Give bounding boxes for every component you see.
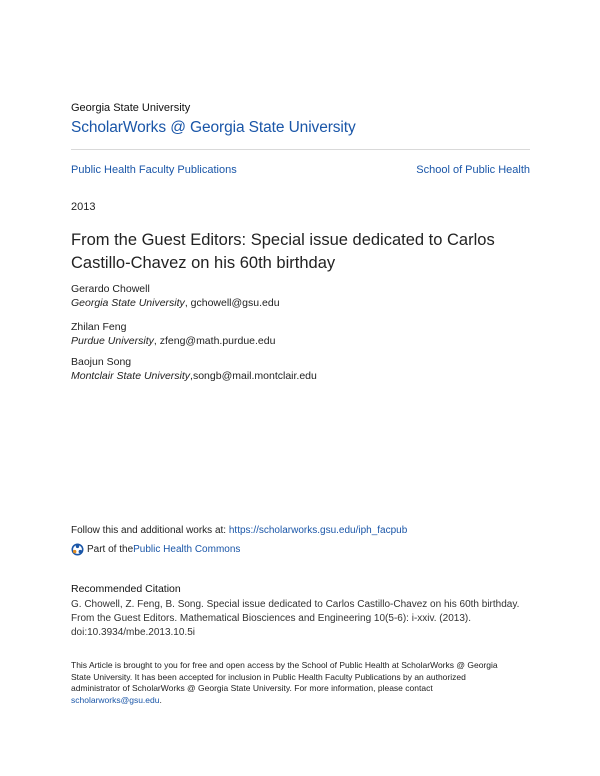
author-name: Gerardo Chowell (71, 283, 150, 295)
article-title: From the Guest Editors: Special issue dedicated to Carlos Castillo-Chavez on his 60th birthday (71, 231, 495, 272)
collection-link[interactable]: Public Health Faculty Publications (71, 164, 237, 176)
author-block (71, 282, 280, 310)
author-affiliation: Purdue University (71, 335, 154, 347)
author-name: Baojun Song (71, 356, 132, 368)
part-of-line (71, 543, 240, 556)
repository-title-link[interactable]: ScholarWorks @ Georgia State University (71, 119, 356, 136)
contact-email-link[interactable]: scholarworks@gsu.edu (71, 694, 160, 705)
notice-suffix: . (159, 694, 162, 705)
header-divider (71, 149, 530, 150)
public-health-commons-link[interactable]: Public Health Commons (133, 544, 241, 555)
publication-year: 2013 (71, 201, 96, 213)
part-of-prefix: Part of the (87, 544, 134, 555)
author-email: zfeng@math.purdue.edu (159, 335, 276, 347)
author-affiliation: Montclair State University (71, 370, 191, 382)
commons-network-icon (71, 543, 84, 556)
institution-name: Georgia State University (71, 102, 191, 114)
collection-url-link[interactable]: https://scholarworks.gsu.edu/iph_facpub (228, 525, 408, 536)
notice-text: This Article is brought to you for free and open access by the School of Public Health at ScholarWorks @ Georgia State University. It has been accepted for inclusion in Public Health Faculty Publications by an authorized administrator of ScholarWorks @ Georgia State University. For more information, please contact (71, 660, 498, 693)
author-block (71, 355, 317, 383)
author-name: Zhilan Feng (71, 321, 127, 333)
author-separator: , (153, 335, 160, 347)
access-notice (71, 660, 511, 706)
author-separator: , (184, 297, 191, 309)
citation-text: G. Chowell, Z. Feng, B. Song. Special issue dedicated to Carlos Castillo-Chavez on his 60th birthday. From the Guest Editors. Mathematical Biosciences and Engineering 10(5-6): i-xxiv. (2013). doi:10.3934/mbe.2013.10.5i (71, 599, 520, 638)
author-email: gchowell@gsu.edu (190, 297, 280, 309)
author-block (71, 320, 275, 348)
follow-line (71, 525, 407, 536)
citation-heading: Recommended Citation (71, 583, 181, 595)
author-email: songb@mail.montclair.edu (192, 370, 317, 382)
follow-prefix: Follow this and additional works at: (71, 525, 229, 536)
author-separator: , (190, 370, 193, 382)
author-affiliation: Georgia State University (71, 297, 185, 309)
department-link[interactable]: School of Public Health (416, 164, 530, 176)
